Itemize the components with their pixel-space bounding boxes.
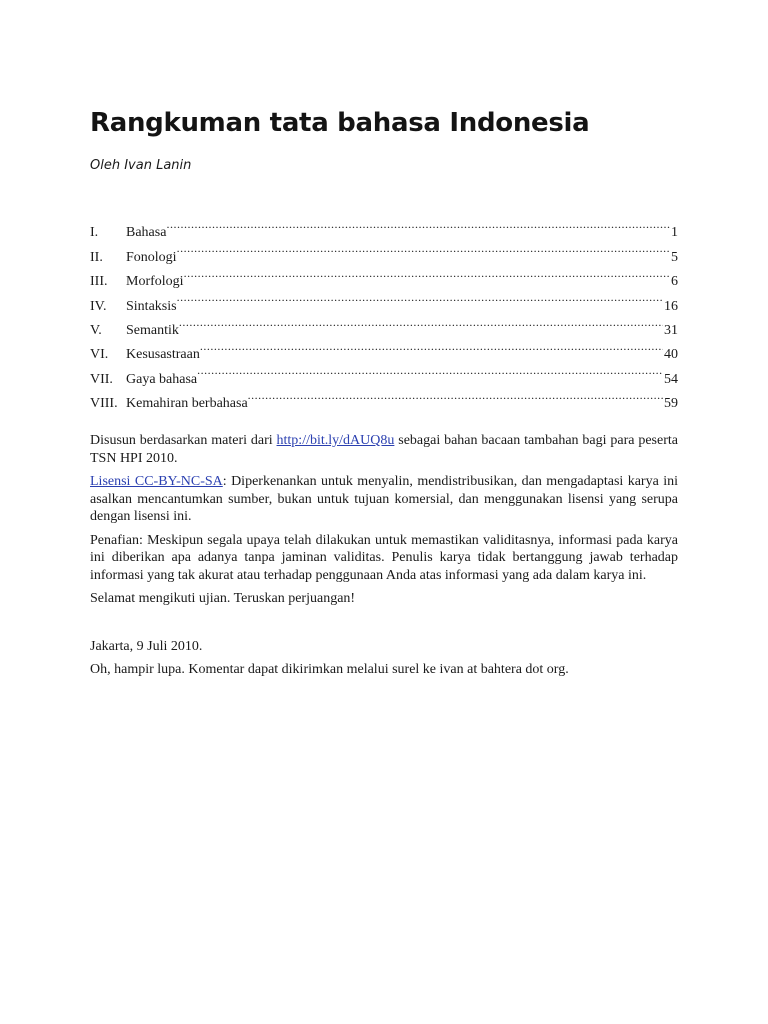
toc-number: II. — [90, 249, 103, 265]
toc-entry[interactable] — [90, 261, 678, 290]
toc-label: Gaya bahasa — [126, 371, 198, 387]
document-author: Oleh Ivan Lanin — [90, 158, 192, 173]
toc-leader-dots — [184, 261, 670, 285]
source-prefix: Disusun berdasarkan materi dari — [90, 433, 277, 448]
greeting-paragraph: Selamat mengikuti ujian. Teruskan perjuangan! — [90, 591, 356, 606]
paragraph-spacer — [90, 614, 678, 638]
toc-leader-dots — [166, 212, 670, 236]
toc-number: VII. — [90, 371, 113, 387]
toc-entry[interactable] — [90, 212, 678, 241]
toc-page-number: 31 — [663, 319, 678, 343]
toc-entry[interactable] — [90, 236, 678, 265]
toc-label: Bahasa — [126, 225, 167, 241]
toc-label: Sintaksis — [126, 298, 177, 314]
toc-page-number: 40 — [663, 343, 678, 367]
toc-page-number: 6 — [670, 270, 678, 294]
toc-leader-dots — [248, 383, 663, 407]
license-link[interactable]: Lisensi CC-BY-NC-SA — [90, 474, 223, 489]
disclaimer-paragraph: Penafian: Meskipun segala upaya telah dilakukan untuk memastikan validitasnya, informasi pada karya ini diberikan apa adanya tanpa jaminan validitas. Penulis karya tidak bertanggung jawab terhadap informasi yang tak akurat atau terhadap penggunaan Anda atas informasi yang ada dalam karya ini. — [90, 532, 678, 583]
license-text: : Diperkenankan untuk menyalin, mendistribusikan, dan mengadaptasi karya ini asalkan mencantumkan sumber, bukan untuk tujuan komersial, dan menggunakan lisensi yang serupa dengan lisensi ini. — [90, 474, 678, 524]
toc-leader-dots — [177, 285, 663, 309]
license-paragraph — [90, 473, 678, 526]
toc-leader-dots — [177, 236, 670, 260]
toc-page-number: 1 — [670, 221, 678, 245]
toc-number: I. — [90, 225, 99, 241]
toc-leader-dots — [200, 334, 663, 358]
table-of-contents — [90, 212, 678, 412]
toc-page-number: 5 — [670, 246, 678, 270]
toc-label: Morfologi — [126, 274, 184, 290]
toc-label: Kemahiran berbahasa — [126, 396, 248, 412]
postscript-paragraph: Oh, hampir lupa. Komentar dapat dikirimkan melalui surel ke ivan at bahtera dot org. — [90, 662, 569, 677]
toc-number: VI. — [90, 347, 109, 363]
document-title: Rangkuman tata bahasa Indonesia — [90, 108, 590, 138]
toc-number: IV. — [90, 298, 107, 314]
toc-number: VIII. — [90, 396, 118, 412]
toc-leader-dots — [179, 310, 663, 334]
source-link[interactable]: http://bit.ly/dAUQ8u — [276, 433, 395, 448]
toc-page-number: 16 — [663, 295, 678, 319]
toc-label: Kesusastraan — [126, 347, 200, 363]
toc-page-number: 59 — [663, 392, 678, 416]
place-date: Jakarta, 9 Juli 2010. — [90, 638, 203, 654]
document-body — [90, 432, 678, 685]
toc-page-number: 54 — [663, 368, 678, 392]
toc-number: V. — [90, 322, 102, 338]
source-paragraph — [90, 432, 678, 467]
toc-leader-dots — [197, 358, 663, 382]
source-suffix: sebagai bahan bacaan tambahan bagi para peserta TSN HPI 2010. — [90, 433, 678, 466]
toc-label: Semantik — [126, 322, 179, 338]
toc-number: III. — [90, 274, 108, 290]
toc-label: Fonologi — [126, 249, 177, 265]
toc-entry[interactable] — [90, 285, 678, 314]
toc-entry[interactable] — [90, 310, 678, 338]
